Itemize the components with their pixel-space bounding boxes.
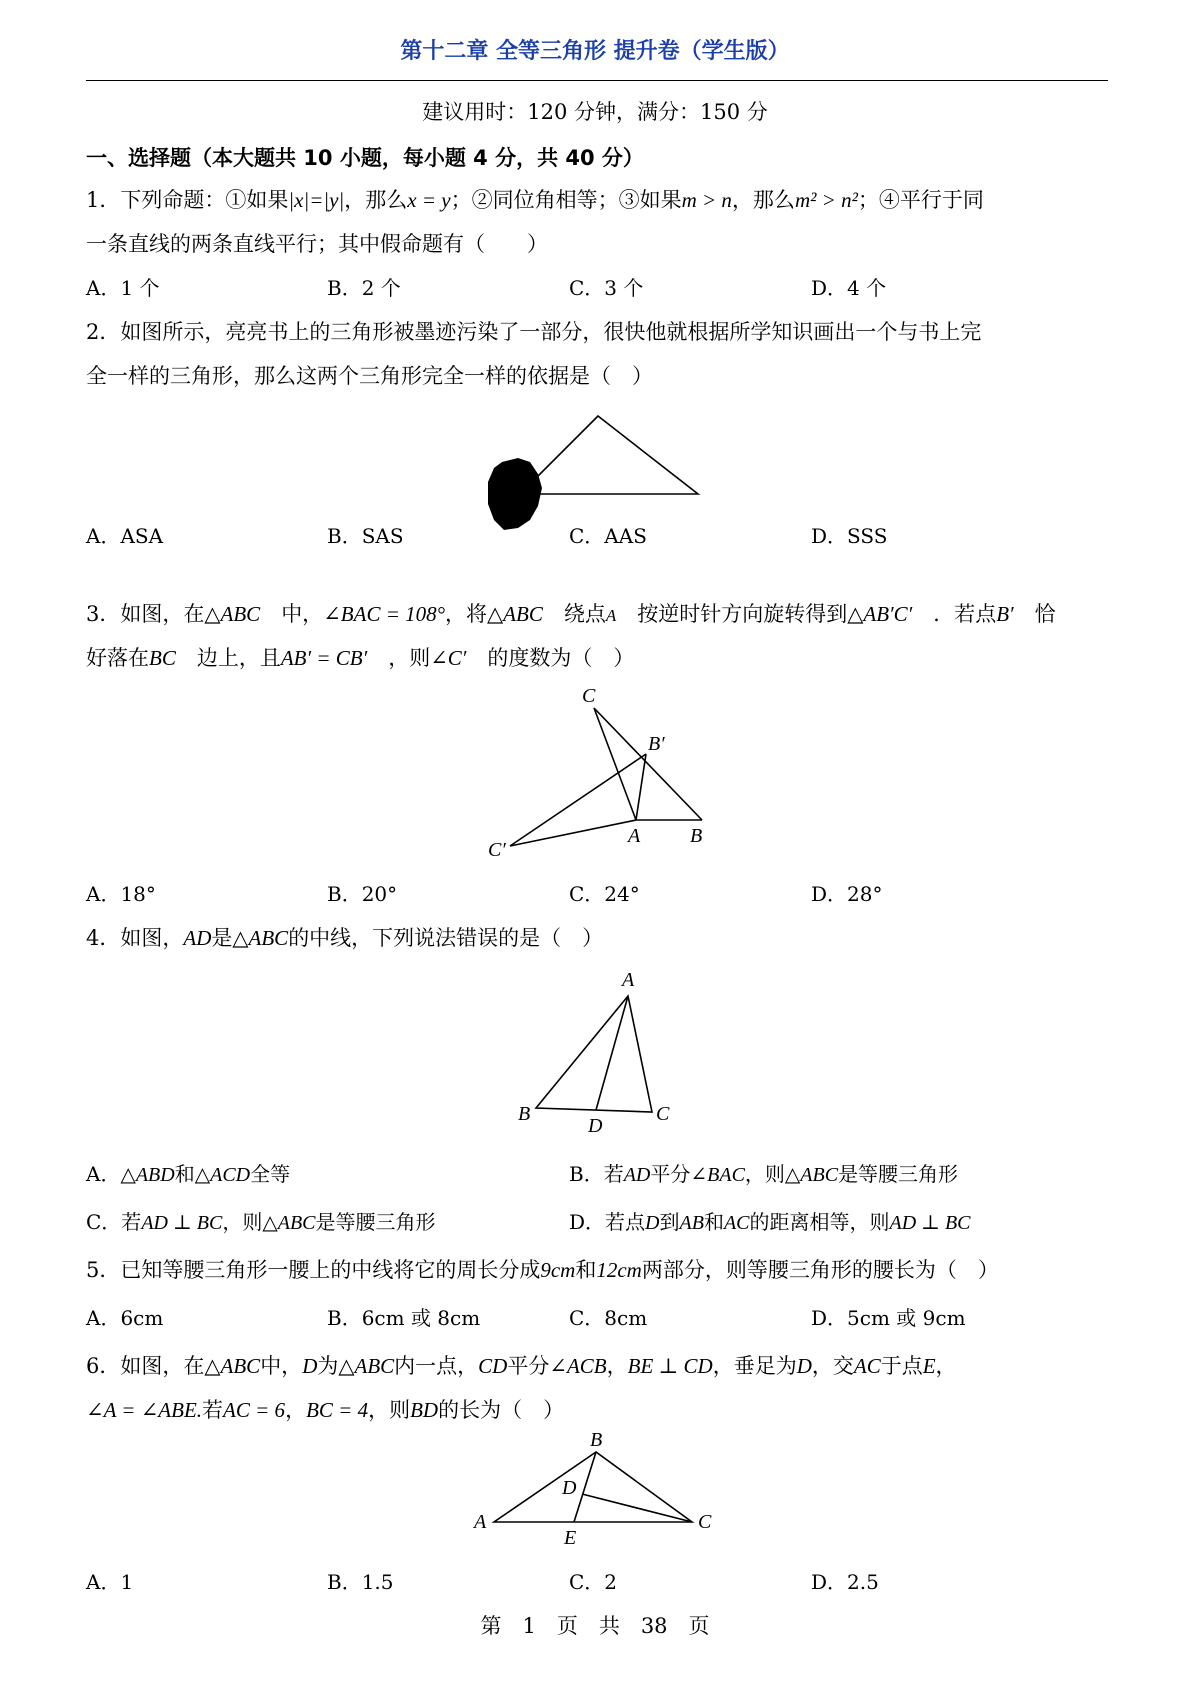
q3-segment-abp — [636, 754, 646, 820]
q1-option-c[interactable]: C．3 个 — [569, 276, 644, 300]
q6-segment-cd — [582, 1494, 692, 1522]
q4-option-a[interactable]: A．△ABD和△ACD全等 — [86, 1162, 291, 1186]
q4-label-c: C — [656, 1103, 670, 1125]
q5-option-d[interactable]: D．5cm 或 9cm — [811, 1306, 966, 1330]
q1-option-a[interactable]: A．1 个 — [86, 276, 160, 300]
q2-figure — [480, 404, 710, 534]
q3-option-b[interactable]: B．20° — [327, 882, 398, 906]
page-title: 第十二章 全等三角形 提升卷（学生版） — [400, 39, 790, 64]
q4-option-b[interactable]: B．若AD平分∠BAC，则△ABC是等腰三角形 — [569, 1162, 959, 1186]
q3-label-b: B — [690, 825, 703, 847]
ink-blot — [488, 458, 542, 530]
q6-line2: ∠A = ∠ABE.若AC = 6，BC = 4，则BD的长为（ ） — [86, 1398, 565, 1422]
q3-label-cp: C′ — [488, 839, 506, 860]
header-divider — [86, 80, 1108, 81]
q1-line2: 一条直线的两条直线平行；其中假命题有（ ） — [86, 232, 548, 256]
q3-option-c[interactable]: C．24° — [569, 882, 640, 906]
q4-option-c[interactable]: C．若AD ⊥ BC，则△ABC是等腰三角形 — [86, 1210, 436, 1234]
q2-line1: 2．如图所示，亮亮书上的三角形被墨迹污染了一部分，很快他就根据所学知识画出一个与书上完 — [86, 320, 982, 344]
q6-segment-be — [574, 1452, 596, 1522]
q6-line1: 6．如图，在△ABC中，D为△ABC内一点，CD平分∠ACB，BE ⊥ CD，垂足为D，交AC于点E， — [86, 1354, 957, 1378]
q4-label-d: D — [588, 1115, 603, 1135]
q3-line2: 好落在BC 边上，且AB′ = CB′ ，则∠C′ 的度数为（ ） — [86, 646, 635, 670]
q4-figure — [500, 960, 690, 1135]
section-heading: 一、选择题（本大题共 10 小题，每小题 4 分，共 40 分） — [86, 146, 644, 170]
q3-figure — [480, 680, 710, 860]
q3-label-bp: B′ — [648, 733, 665, 755]
q2-line2: 全一样的三角形，那么这两个三角形完全一样的依据是（ ） — [86, 364, 653, 388]
q4-label-a: A — [622, 969, 635, 991]
q2-option-b[interactable]: B．SAS — [327, 524, 404, 548]
q1-option-b[interactable]: B．2 个 — [327, 276, 401, 300]
q6-option-c[interactable]: C．2 — [569, 1570, 618, 1594]
q6-label-c: C — [698, 1511, 712, 1533]
q6-figure — [470, 1430, 730, 1550]
q2-triangle — [520, 416, 698, 494]
q5-option-c[interactable]: C．8cm — [569, 1306, 648, 1330]
q3-option-a[interactable]: A．18° — [86, 882, 156, 906]
q4-line1: 4．如图，AD是△ABC的中线，下列说法错误的是（ ） — [86, 926, 604, 950]
q3-line1: 3．如图，在△ABC 中，∠BAC = 108°，将△ABC 绕点A 按逆时针方向旋转得到△AB′C′ ．若点B′ 恰 — [86, 602, 1056, 626]
q6-option-d[interactable]: D．2.5 — [811, 1570, 879, 1594]
q4-median-ad — [596, 996, 628, 1110]
page-footer: 第 1 页 共 38 页 — [480, 1614, 710, 1638]
time-info: 建议用时：120 分钟，满分：150 分 — [422, 100, 768, 124]
q6-label-a: A — [474, 1511, 487, 1533]
q3-label-c: C — [582, 685, 596, 707]
q2-option-c[interactable]: C．AAS — [569, 524, 647, 548]
q6-label-e: E — [564, 1527, 577, 1549]
q5-option-a[interactable]: A．6cm — [86, 1306, 164, 1330]
q6-option-b[interactable]: B．1.5 — [327, 1570, 394, 1594]
q6-label-d: D — [562, 1477, 577, 1499]
q1-option-d[interactable]: D．4 个 — [811, 276, 887, 300]
q1-line1: 1．下列命题：①如果|x|=|y|，那么x = y；②同位角相等；③如果m > n，那么m² > n²；④平行于同 — [86, 188, 984, 212]
q2-option-d[interactable]: D．SSS — [811, 524, 888, 548]
q3-segment-ca — [594, 708, 636, 820]
q2-option-a[interactable]: A．ASA — [86, 524, 164, 548]
q4-option-d[interactable]: D．若点D到AB和AC的距离相等，则AD ⊥ BC — [569, 1210, 971, 1234]
q5-option-b[interactable]: B．6cm 或 8cm — [327, 1306, 481, 1330]
q4-triangle — [536, 996, 652, 1112]
q3-label-a: A — [628, 825, 641, 847]
q3-option-d[interactable]: D．28° — [811, 882, 883, 906]
q6-label-b: B — [590, 1430, 603, 1451]
q6-option-a[interactable]: A．1 — [86, 1570, 134, 1594]
q5-line1: 5．已知等腰三角形一腰上的中线将它的周长分成9cm和12cm两部分，则等腰三角形的腰长为（ ） — [86, 1258, 999, 1282]
q3-segment-cb — [594, 708, 702, 820]
q4-label-b: B — [518, 1103, 531, 1125]
